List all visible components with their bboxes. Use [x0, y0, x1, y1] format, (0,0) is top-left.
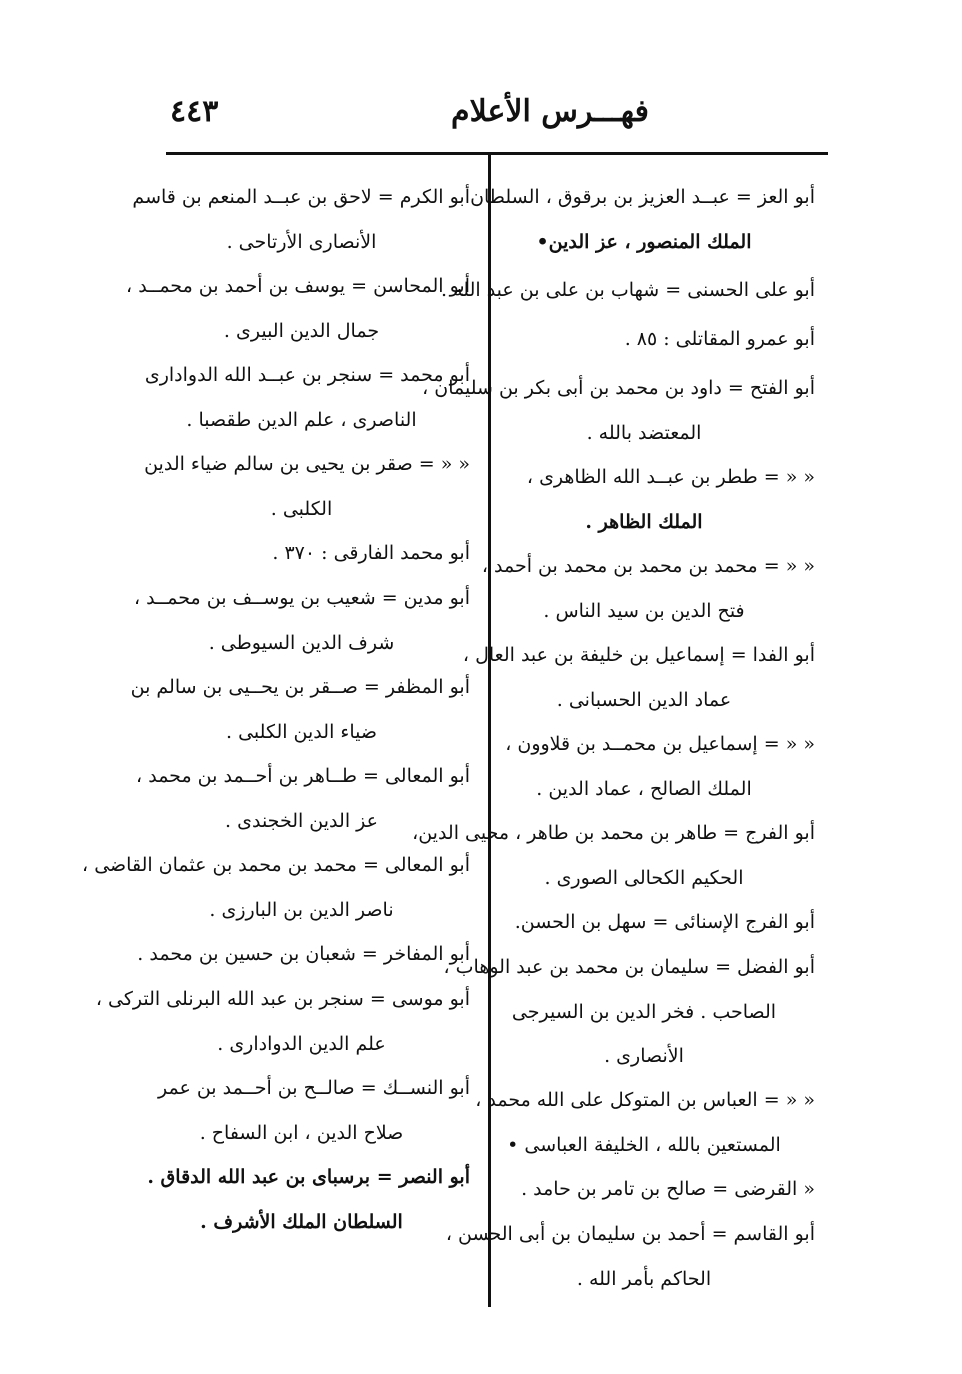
entry-continuation: المستعين بالله ، الخليفة العباسى •: [507, 1134, 781, 1156]
entry-line: أبو المفاخر = شعبان بن حسين بن محمد .: [137, 943, 470, 965]
entry-continuation: الملك الظاهر .: [585, 511, 703, 533]
index-entry: [475, 1078, 815, 1167]
entry-line: أبو الفرج الإسنائى = سهل بن الحسن.: [514, 911, 815, 933]
entry-continuation: الأنصارى الأرتاحى .: [226, 231, 377, 253]
index-entry: [147, 1155, 470, 1244]
index-entry: [126, 264, 470, 353]
column-divider: [488, 155, 491, 1307]
index-entry: [130, 665, 470, 754]
entry-continuation: الناصرى ، علم الدين طقصبا .: [186, 409, 417, 431]
index-entry: [157, 1066, 470, 1155]
entry-line: أبو على الحسنى = شهاب بن على بن عبد الله .: [441, 279, 815, 301]
index-entry: [144, 442, 470, 531]
entry-continuation: شرف الدين السيوطى .: [208, 632, 395, 654]
entry-line: « « = صقر بن يحيى بن سالم ضياء الدين: [144, 453, 470, 475]
entry-line: أبو الكرم = لاحق بن عبــد المنعم بن قاسم: [132, 186, 470, 208]
index-entry: [445, 1212, 815, 1301]
index-entry: [422, 366, 815, 455]
entry-line: « القرضى = صالح بن تامر بن حامد .: [521, 1178, 815, 1200]
left-column: [82, 175, 470, 1244]
entry-continuation: فتح الدين بن سيد الناس .: [543, 600, 745, 622]
index-entry: [165, 531, 470, 576]
index-entry: [443, 945, 815, 1078]
page-title: فهـــرس الأعلام: [451, 94, 649, 129]
entry-line: أبو المحاسن = يوسف بن أحمد بن محمــد ،: [126, 275, 470, 297]
entry-continuation: الملك الصالح ، عماد الدين .: [536, 778, 752, 800]
entry-line: أبو المظفر = صــقر بن يحــيى بن سالم بن: [130, 676, 470, 698]
entry-continuation: عز الدين الخجندى .: [225, 810, 378, 832]
index-entry: [462, 633, 815, 722]
index-entry: [144, 353, 470, 442]
entry-continuation: صلاح الدين ، ابن السفاح .: [199, 1122, 404, 1144]
entry-line: أبو محمد = سنجر بن عبــد الله الدوادارى: [144, 364, 470, 386]
index-entry: [481, 544, 815, 633]
page-header: [150, 88, 830, 158]
entry-line: أبو الفدا = إسماعيل بن خليفة بن عبد العال ،: [462, 644, 815, 666]
entry-line: « « = إسماعيل بن محمــد بن قلاوون ،: [505, 733, 815, 755]
index-entry: [505, 317, 815, 362]
entry-continuation: الأنصارى .: [604, 1045, 684, 1067]
index-entry: [441, 268, 815, 313]
index-entry: [505, 455, 815, 544]
entry-line: أبو المعالى = محمد بن محمد بن عثمان القاضى ،: [82, 854, 470, 876]
index-entry: [412, 811, 815, 900]
entry-line: أبو القاسم = أحمد بن سليمان بن أبى الحسن ،: [445, 1223, 815, 1245]
entry-continuation: ضياء الدين الكلبى .: [226, 721, 377, 743]
entry-line: أبو النصر = برسباى بن عبد الله الدقاق .: [147, 1166, 470, 1188]
entry-continuation: المعتضد بالله .: [586, 422, 702, 444]
entry-line: أبو العز = عبــد العزيز بن برقوق ، السلطان: [470, 186, 815, 208]
entry-line: أبو الفرج = طاهر بن محمد بن طاهر ، محيى الدين،: [412, 822, 815, 844]
index-entry: [470, 175, 815, 264]
entry-line: أبو النســك = صالــح بن أحــمد بن عمر: [157, 1077, 470, 1099]
header-rule: [166, 152, 828, 155]
index-entry: [132, 175, 470, 264]
entry-line: « « = ططر بن عبــد الله الظاهرى ،: [526, 466, 815, 488]
entry-line: « « = العباس بن المتوكل على الله محمد ،: [475, 1089, 815, 1111]
index-entry: [95, 977, 470, 1066]
entry-line: أبو مدين = شعيب بن يوســف بن محمــد ،: [134, 587, 470, 609]
entry-line: أبو الفضل = سليمان بن محمد بن عبد الوهاب ،: [443, 956, 815, 978]
entry-continuation: السلطان الملك الأشرف .: [200, 1211, 403, 1233]
entry-continuation: علم الدين الدوادارى .: [217, 1033, 386, 1055]
entry-line: أبو الفتح = داود بن محمد بن أبى بكر بن سليمان ،: [422, 377, 815, 399]
index-entry: [505, 900, 815, 945]
right-column: [412, 175, 815, 1301]
index-entry: [134, 576, 470, 665]
entry-continuation: جمال الدين البيرى .: [223, 320, 380, 342]
page-number: ٤٤٣: [170, 94, 219, 129]
index-entry: [82, 843, 470, 932]
index-entry: [136, 754, 470, 843]
entry-line: أبو موسى = سنجر بن عبد الله البرنلى التركى ،: [95, 988, 470, 1010]
index-entry: [505, 1167, 815, 1212]
entry-line: « « = محمد بن محمد بن محمد بن أحمد ،: [481, 555, 815, 577]
index-entry: [505, 722, 815, 811]
entry-line: أبو محمد الفارقى : ٣٧٠ .: [272, 542, 470, 564]
index-entry: [137, 932, 470, 977]
entry-continuation: ناصر الدين بن البارزى .: [209, 899, 394, 921]
entry-continuation: الصاحب . فخر الدين بن السيرجى: [511, 1001, 777, 1023]
entry-continuation: الملك المنصور ، عز الدين•: [536, 231, 752, 253]
entry-continuation: الحكيم الكحالى الصورى .: [544, 867, 744, 889]
entry-continuation: الكلبى .: [270, 498, 333, 520]
entry-line: أبو المعالى = طــاهر بن أحــمد بن محمد ،: [136, 765, 470, 787]
entry-continuation: الحاكم بأمر الله .: [576, 1268, 712, 1290]
entry-continuation: عماد الدين الحسبانى .: [556, 689, 732, 711]
entry-line: أبو عمرو المقاتلى : ٨٥ .: [624, 328, 815, 350]
